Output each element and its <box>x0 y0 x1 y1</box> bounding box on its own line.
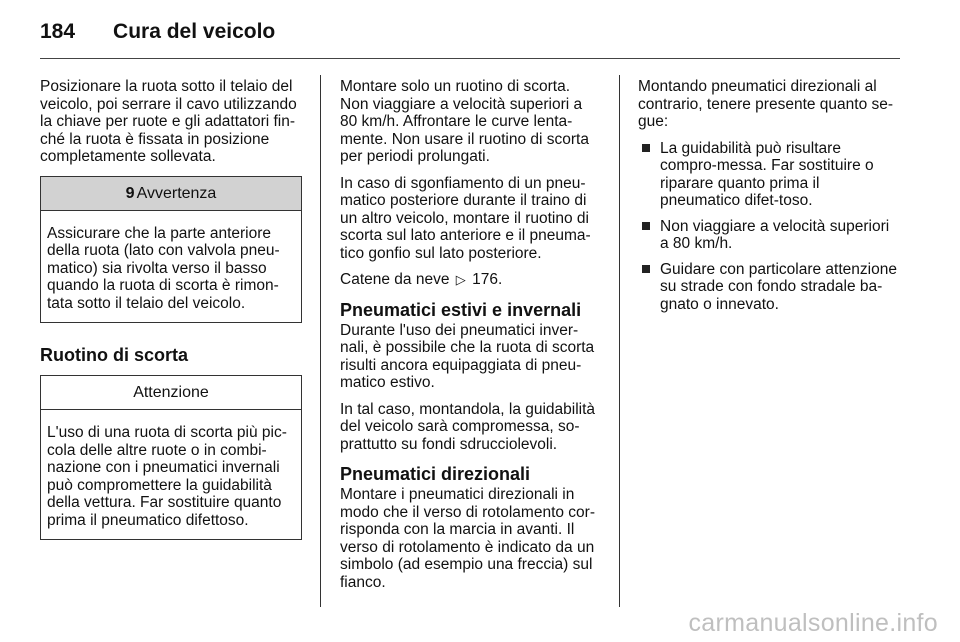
paragraph-snow-chains <box>340 271 602 289</box>
column-divider-1 <box>320 75 321 607</box>
watermark: carmanualsonline.info <box>688 609 938 637</box>
column-3 <box>638 78 900 321</box>
caution-box <box>40 375 302 540</box>
paragraph-towing: In caso di sgonfiamento di un pneu-matico posteriore durante il traino di un altro veicolo, montare il ruotino di scorta sul lato anteriore e il pneuma-tico gonfio sul lato posteriore. <box>340 174 591 262</box>
paragraph-directional-mounting: Montare i pneumatici direzionali in modo che il verso di rotolamento cor-risponda con la marcia in avanti. Il verso di rotolamento è indicato da un simbolo (ad esempio una freccia) sul fianco. <box>340 486 596 591</box>
paragraph-reverse-mounting: Montando pneumatici direzionali al contrario, tenere presente quanto se-gue: <box>638 78 894 130</box>
list-item-text: Guidare con particolare attenzione su strade con fondo stradale ba-gnato o innevato. <box>660 260 897 313</box>
warning-title: Avvertenza <box>136 184 217 202</box>
snow-chains-page-ref[interactable]: 176. <box>472 271 503 288</box>
warning-text: Assicurare che la parte anteriore della ruota (lato con valvola pneu-matico) sia rivolta verso il basso quando la ruota di scorta è rimon-tata sotto il telaio del veicolo. <box>47 224 280 312</box>
intro-paragraph: Posizionare la ruota sotto il telaio del veicolo, poi serrare il cavo utilizzando la chiave per ruote e gli adattatori fin-ché la ruota è fissata in posizione completamente sollevata. <box>40 78 297 165</box>
chapter-title: Cura del veicolo <box>113 20 276 43</box>
page-reference-icon: ▷ <box>455 272 466 287</box>
snow-chains-text: Catene da neve <box>340 271 450 288</box>
bullet-list <box>638 140 900 314</box>
bullet-square-icon <box>642 144 650 152</box>
paragraph-spare-usage: Montare solo un ruotino di scorta. Non viaggiare a velocità superiori a 80 km/h. Affrontare le curve lenta-mente. Non usare il ruotino di scorta per periodi prolungati. <box>340 78 589 165</box>
bullet-square-icon <box>642 265 650 273</box>
paragraph-handling: In tal caso, montandola, la guidabilità del veicolo sarà compromessa, so-prattutto su fondi sdrucciolevoli. <box>340 400 596 453</box>
list-item <box>638 261 900 314</box>
column-1 <box>40 78 302 540</box>
list-item <box>638 218 900 253</box>
section-heading-spare-wheel: Ruotino di scorta <box>40 345 188 365</box>
paragraph-winter-tyres: Durante l'uso dei pneumatici inver-nali, è possibile che la ruota di scorta risulti ancora equipaggiata di pneu-matico estivo. <box>340 321 595 391</box>
list-item-text: Non viaggiare a velocità superiori a 80 km/h. <box>660 217 890 252</box>
header-divider <box>40 58 900 59</box>
column-divider-2 <box>619 75 620 607</box>
page-number: 184 <box>40 20 76 43</box>
page-header <box>40 20 275 44</box>
section-heading-directional-tyres: Pneumatici direzionali <box>340 464 531 484</box>
warning-icon: 9 <box>125 184 135 202</box>
bullet-square-icon <box>642 222 650 230</box>
warning-header <box>41 177 301 211</box>
column-2 <box>340 78 602 600</box>
caution-text: L'uso di una ruota di scorta più pic-cola delle altre ruote o in combi-nazione con i pneumatici invernali può compromettere la guidabilità della vettura. Far sostituire quanto prima il pneumatico difettoso. <box>47 424 287 529</box>
list-item <box>638 140 900 210</box>
section-heading-summer-winter-tyres: Pneumatici estivi e invernali <box>340 299 582 320</box>
warning-box <box>40 176 302 324</box>
caution-header: Attenzione <box>41 376 301 410</box>
list-item-text: La guidabilità può risultare compro-messa. Far sostituire o riparare quanto prima il pneumatico difet-toso. <box>660 139 874 209</box>
